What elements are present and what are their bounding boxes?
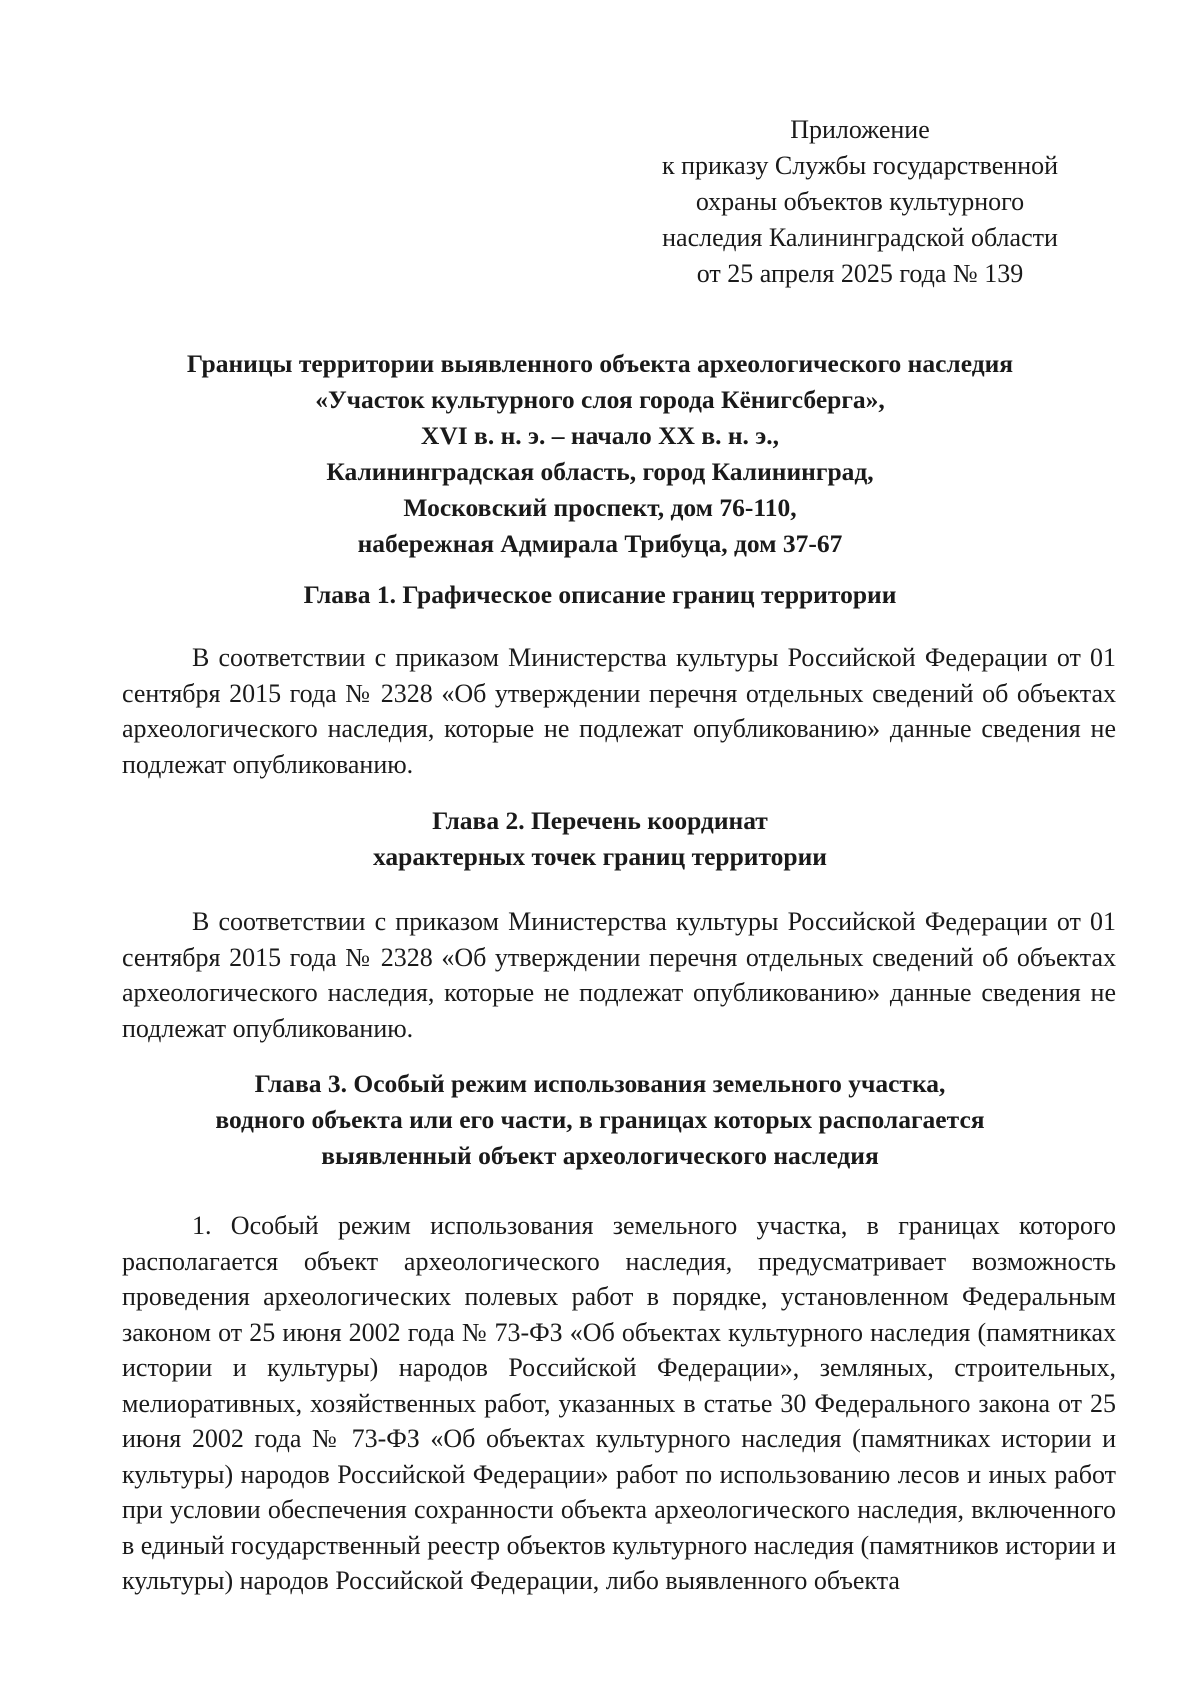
title-line: Московский проспект, дом 76-110, <box>403 493 797 522</box>
appendix-line: наследия Калининградской области <box>662 223 1058 252</box>
chapter-heading-line: Глава 3. Особый режим использования земельного участка, <box>254 1069 946 1098</box>
appendix-line: охраны объектов культурного <box>695 187 1025 216</box>
title-line: набережная Адмирала Трибуца, дом 37-67 <box>357 529 843 558</box>
appendix-line: к приказу Службы государственной <box>661 151 1059 180</box>
chapter-heading-line: выявленный объект археологического наследия <box>321 1141 879 1170</box>
chapter-1-paragraph: В соответствии с приказом Министерства культуры Российской Федерации от 01 сентября 2015 года № 2328 «Об утверждении перечня отдельных сведений об объектах археологического наследия, которые не подлежат опубликованию» данные сведения не подлежат опубликованию. <box>122 643 1116 779</box>
title-line: «Участок культурного слоя города Кёнигсберга», <box>315 385 885 414</box>
chapter-2-paragraph: В соответствии с приказом Министерства культуры Российской Федерации от 01 сентября 2015 года № 2328 «Об утверждении перечня отдельных сведений об объектах археологического наследия, которые не подлежат опубликованию» данные сведения не подлежат опубликованию. <box>122 907 1116 1043</box>
chapter-2-heading <box>120 803 1080 875</box>
document-title <box>120 346 1080 562</box>
title-line: Калининградская область, город Калининград, <box>326 457 874 486</box>
chapter-heading-line: водного объекта или его части, в границах которых располагается <box>215 1105 985 1134</box>
chapter-3-paragraph: 1. Особый режим использования земельного участка, в границах которого располагается объект археологического наследия, предусматривает возможность проведения археологических полевых работ в порядке, установленном Федеральным законом от 25 июня 2002 года № 73-ФЗ «Об объектах культурного наследия (памятниках истории и культуры) народов Российской Федерации», земляных, строительных, мелиоративных, хозяйственных работ, указанных в статье 30 Федерального закона от 25 июня 2002 года № 73-ФЗ «Об объектах культурного наследия (памятниках истории и культуры) народов Российской Федерации» работ по использованию лесов и иных работ при условии обеспечения сохранности объекта археологического наследия, включенного в единый государственный реестр объектов культурного наследия (памятников истории и культуры) народов Российской Федерации, либо выявленного объекта <box>122 1211 1116 1595</box>
title-line: XVI в. н. э. – начало XX в. н. э., <box>420 421 780 450</box>
chapter-heading-line: Глава 1. Графическое описание границ территории <box>303 580 897 609</box>
title-line: Границы территории выявленного объекта археологического наследия <box>186 349 1014 378</box>
chapter-3-heading <box>120 1066 1080 1174</box>
chapter-heading-line: характерных точек границ территории <box>373 842 827 871</box>
appendix-line: от 25 апреля 2025 года № 139 <box>696 259 1024 288</box>
appendix-line: Приложение <box>790 115 930 144</box>
chapter-1-heading <box>120 577 1080 613</box>
chapter-heading-line: Глава 2. Перечень координат <box>432 806 768 835</box>
appendix-block <box>630 112 1090 292</box>
